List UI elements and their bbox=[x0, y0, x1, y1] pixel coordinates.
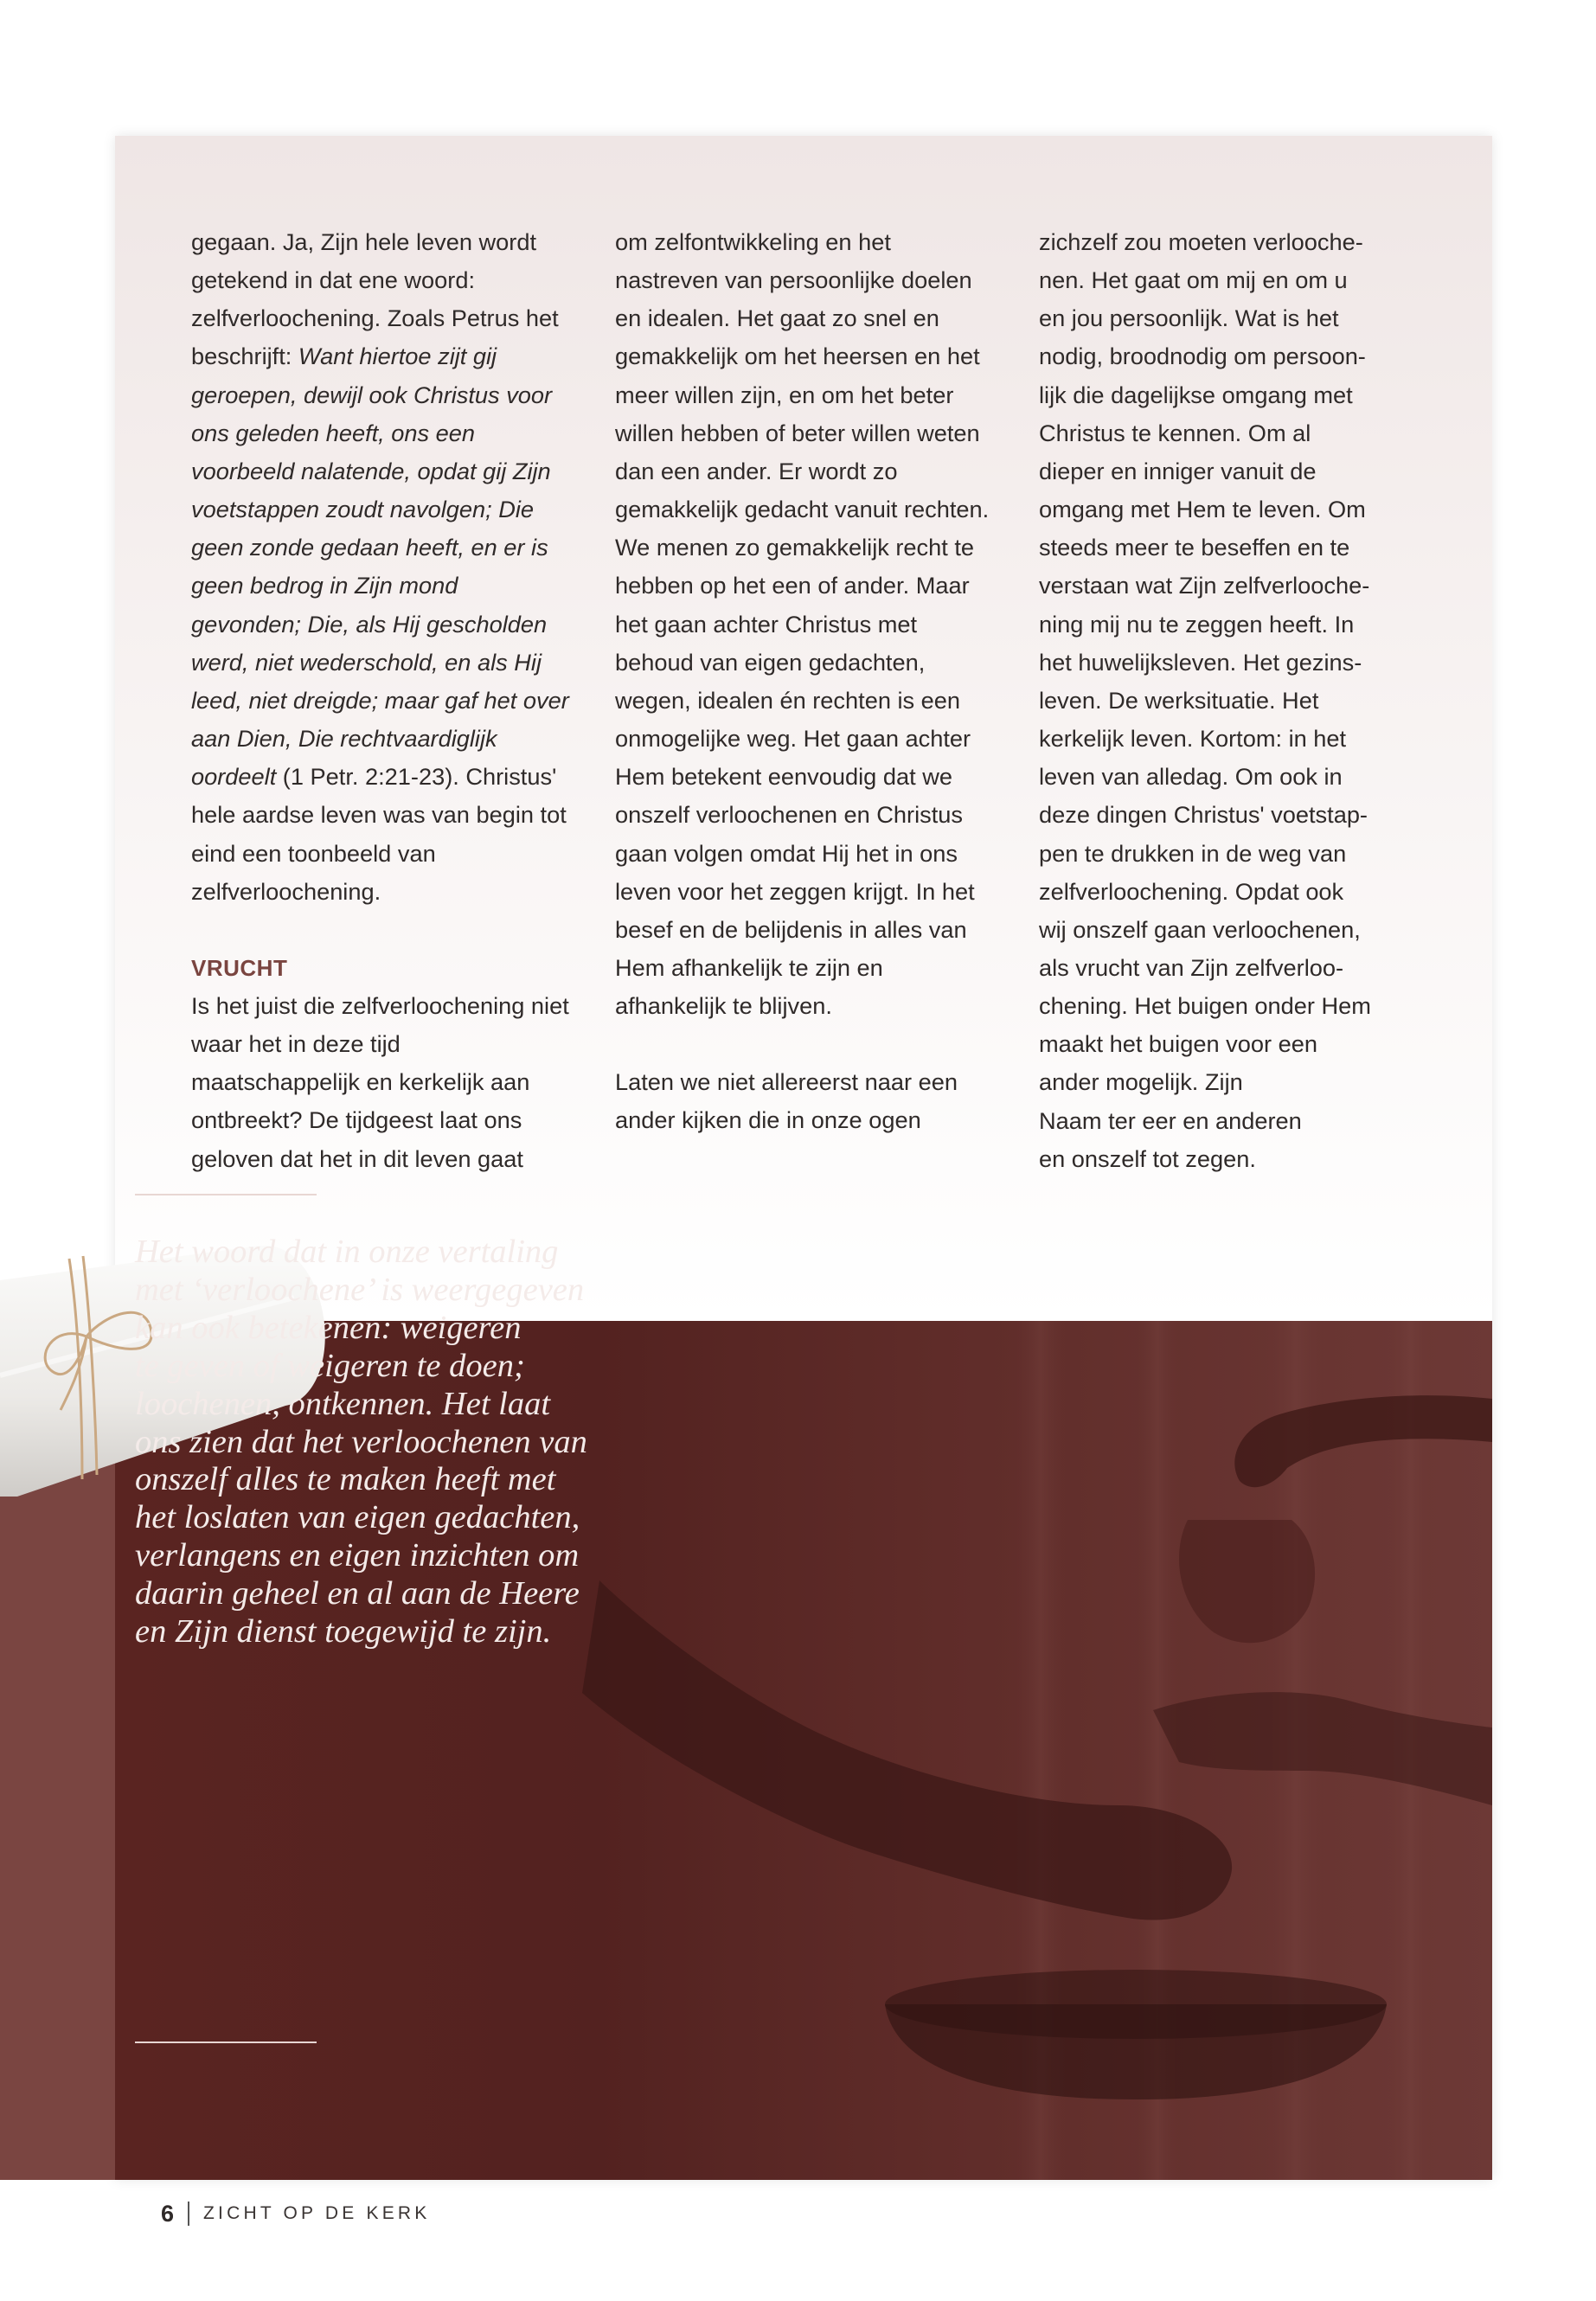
column3-line: ander mogelijk. Zijn bbox=[1039, 1068, 1243, 1096]
column3-line: Christus te kennen. Om al bbox=[1039, 419, 1311, 446]
pull-quote-line: loochenen, ontkennen. Het laat bbox=[135, 1385, 551, 1422]
page-footer bbox=[161, 2199, 431, 2228]
column3-line: leven van alledag. Om ook in bbox=[1039, 763, 1343, 791]
left-accent-strip bbox=[0, 1401, 115, 2180]
column2-paragraph-2: Laten we niet allereerst naar een ander kijken die in onze ogen bbox=[615, 1068, 958, 1134]
column3-line: en jou persoonlijk. Wat is het bbox=[1039, 304, 1339, 332]
column3-line: leven. De werksituatie. Het bbox=[1039, 686, 1319, 714]
column1-text-reference: (1 Petr. 2:21-23). Christus' hele aardse leven was van begin tot eind een toonbeeld van zelfverloochening. bbox=[191, 763, 567, 905]
column3-line: zichzelf zou moeten verlooche- bbox=[1039, 228, 1363, 255]
pull-quote-line: verlangens en eigen inzichten om bbox=[135, 1537, 580, 1574]
pull-quote-line: ons zien dat het verloochenen van bbox=[135, 1423, 587, 1460]
column3-line: en onszelf tot zegen. bbox=[1039, 1144, 1256, 1172]
pull-quote-line: te geven of weigeren te doen; bbox=[135, 1347, 525, 1384]
pull-quote-line: met ‘verloochene’ is weergegeven bbox=[135, 1271, 585, 1308]
column3-line: pen te drukken in de weg van bbox=[1039, 839, 1347, 867]
column3-line: chening. Het buigen onder Hem bbox=[1039, 992, 1371, 1020]
column3-line: omgang met Hem te leven. Om bbox=[1039, 496, 1366, 523]
page-panel bbox=[115, 136, 1492, 2180]
column1-paragraph-2: Is het juist die zelfverloochening niet waar het in deze tijd maatschappelijk en kerkelijk aan ontbreekt? De tijdgeest laat ons geloven dat het in dit leven gaat bbox=[191, 991, 569, 1172]
column3-line: nen. Het gaat om mij en om u bbox=[1039, 266, 1348, 294]
quote-rule-bottom bbox=[135, 2041, 317, 2043]
article-column-3 bbox=[1039, 223, 1445, 1178]
footer-divider bbox=[188, 2202, 189, 2226]
article-text-area bbox=[115, 136, 1492, 1321]
quote-rule-top bbox=[135, 1194, 317, 1195]
column3-line: deze dingen Christus' voetstap- bbox=[1039, 801, 1368, 829]
column3-line: ning mij nu te zeggen heeft. In bbox=[1039, 610, 1355, 638]
column3-line: dieper en inniger vanuit de bbox=[1039, 457, 1317, 484]
column3-line: maakt het buigen voor een bbox=[1039, 1030, 1317, 1058]
column3-line: als vrucht van Zijn zelfverloo- bbox=[1039, 953, 1344, 981]
column3-line: wij onszelf gaan verloochenen, bbox=[1039, 915, 1361, 943]
pull-quote-line: Het woord dat in onze vertaling bbox=[135, 1234, 559, 1270]
pull-quote-line: daarin geheel en al aan de Heere bbox=[135, 1575, 580, 1612]
column3-line: steeds meer te beseffen en te bbox=[1039, 534, 1350, 561]
column3-line: lijk die dagelijkse omgang met bbox=[1039, 381, 1353, 408]
column1-text-plain: gegaan. Ja, Zijn hele leven wordt getekend in dat ene woord: zelfverloochening. Zoals Petrus het beschrijft: bbox=[191, 228, 559, 370]
column2-paragraph-1: om zelfontwikkeling en het nastreven van persoonlijke doelen en idealen. Het gaat zo snel en gemakkelijk om het heersen en het meer willen zijn, en om het beter willen hebben of beter willen weten dan een ander. Er wordt zo gemakkelijk gedacht vanuit rechten. We menen zo gemakkelijk recht te hebben op het een of ander. Maar het gaan achter Christus met behoud van eigen gedachten, wegen, idealen én rechten is een onmogelijke weg. Het gaan achter Hem betekent eenvoudig dat we onszelf verloochenen en Christus gaan volgen omdat Hij het in ons leven voor het zeggen krijgt. In het besef en de belijdenis in alles van Hem afhankelijk te zijn en afhankelijk te blijven. bbox=[615, 228, 990, 1020]
column3-line: het huwelijksleven. Het gezins- bbox=[1039, 648, 1362, 676]
page-number: 6 bbox=[161, 2200, 175, 2227]
column1-paragraph-1 bbox=[191, 223, 572, 911]
column3-line: kerkelijk leven. Kortom: in het bbox=[1039, 725, 1347, 753]
article-column-2 bbox=[615, 223, 996, 1140]
column3-line: Naam ter eer en anderen bbox=[1039, 1106, 1302, 1134]
pull-quote-line: en Zijn dienst toegewijd te zijn. bbox=[135, 1613, 552, 1650]
section-heading-vrucht: VRUCHT bbox=[191, 954, 288, 981]
pull-quote bbox=[135, 1234, 671, 1651]
bible-quote-1-petrus: Want hiertoe zijt gij geroepen, dewijl ook Christus voor ons geleden heeft, ons een voorbeeld nalatende, opdat gij Zijn voetstappen zoudt navolgen; Die geen zonde gedaan heeft, en er is geen bedrog in Zijn mond gevonden; Die, als Hij gescholden werd, niet wederschold, en als Hij leed, niet dreigde; maar gaf het over aan Dien, Die rechtvaardiglijk oordeelt bbox=[191, 343, 569, 791]
column3-line: verstaan wat Zijn zelfverlooche- bbox=[1039, 572, 1370, 599]
column3-line: nodig, broodnodig om persoon- bbox=[1039, 343, 1366, 370]
pull-quote-line: kan ook betekenen: weigeren bbox=[135, 1309, 522, 1346]
pull-quote-line: het loslaten van eigen gedachten, bbox=[135, 1499, 580, 1536]
column3-line: zelfverloochening. Opdat ook bbox=[1039, 877, 1344, 905]
pull-quote-line: onszelf alles te maken heeft met bbox=[135, 1461, 556, 1498]
article-column-1 bbox=[191, 223, 572, 1178]
magazine-title: ZICHT OP DE KERK bbox=[203, 2203, 431, 2223]
